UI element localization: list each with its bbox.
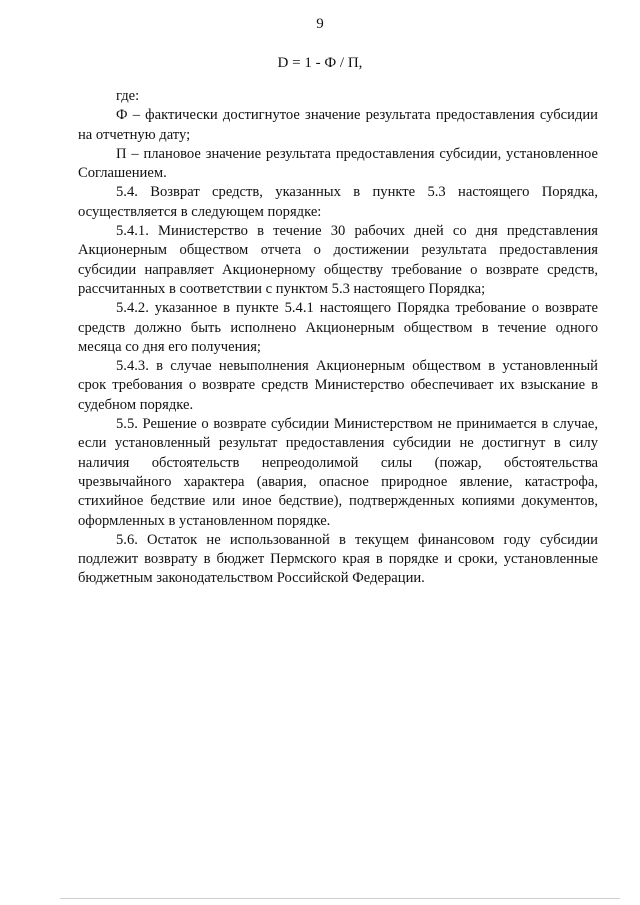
formula: D = 1 - Ф / П, [277, 55, 363, 71]
paragraph-5-5: 5.5. Решение о возврате субсидии Министерством не принимается в случае, если установленный результат предоставления субсидии не достигнут в силу наличия обстоятельств непреодолимой силы (пожар, обстоятельства чрезвычайного характера (авария, опасное природное явление, катастрофа, стихийное бедствие или иное бедствие), подтвержденных копиями документов, оформленных в установленном порядке. [78, 416, 598, 529]
paragraph-5-4-1: 5.4.1. Министерство в течение 30 рабочих дней со дня представления Акционерным обществом отчета о достижении результата предоставления субсидии направляет Акционерному обществу требование о возврате средств, рассчитанных в соответствии с пунктом 5.3 настоящего Порядка; [78, 223, 598, 297]
paragraph-definition-p: П – плановое значение результата предоставления субсидии, установленное Соглашением. [78, 145, 598, 182]
paragraph-definition-f: Ф – фактически достигнутое значение результата предоставления субсидии на отчетную дату; [78, 107, 598, 143]
paragraph-5-4-2: 5.4.2. указанное в пункте 5.4.1 настоящего Порядка требование о возврате средств должно быть исполнено Акционерным обществом в течение одного месяца со дня его получения; [78, 300, 598, 355]
paragraph-5-4-3: 5.4.3. в случае невыполнения Акционерным обществом в установленный срок требования о возврате средств Министерство обеспечивает их взыскание в судебном порядке. [78, 358, 598, 413]
document-body [78, 87, 598, 589]
paragraph-where: где: [116, 88, 140, 104]
paragraph-5-6: 5.6. Остаток не использованной в текущем финансовом году субсидии подлежит возврату в бюджет Пермского края в порядке и сроки, установленные бюджетным законодательством Российской Федерации. [78, 531, 598, 587]
scan-edge-line [60, 898, 620, 899]
paragraph-5-4: 5.4. Возврат средств, указанных в пункте 5.3 настоящего Порядка, осуществляется в следующем порядке: [78, 184, 598, 220]
page-number: 9 [316, 16, 324, 32]
